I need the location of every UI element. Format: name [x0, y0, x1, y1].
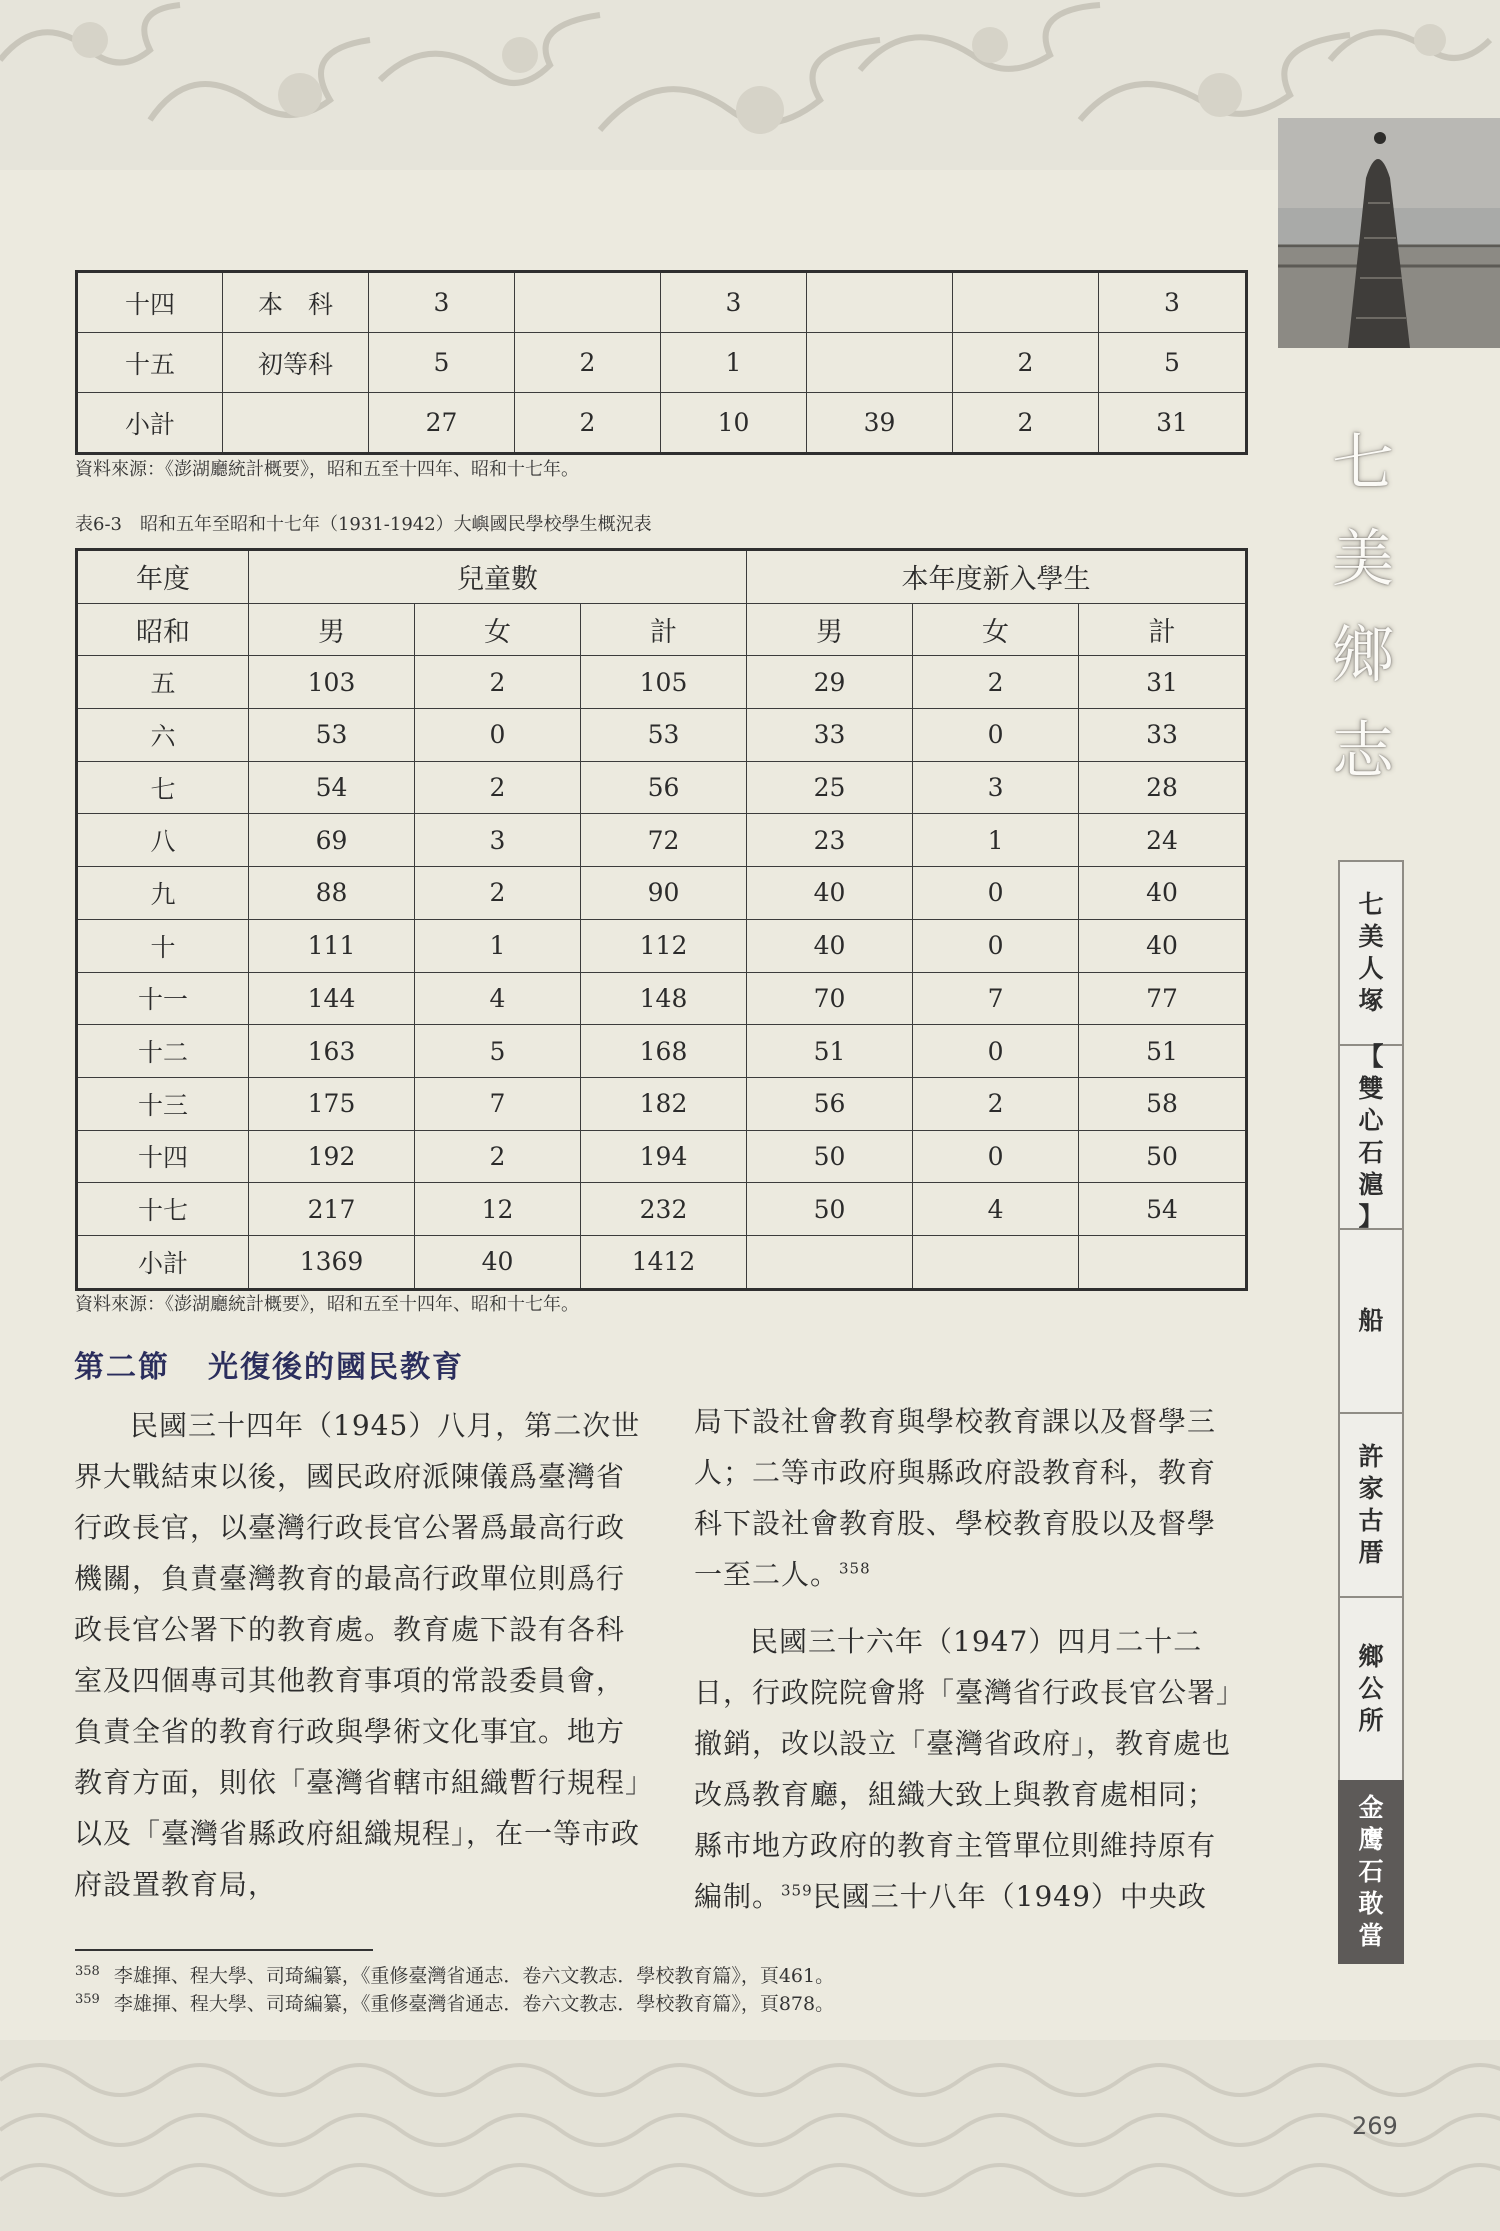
table-cell: 148 [581, 972, 747, 1025]
table-cell: 144 [249, 972, 415, 1025]
table-cell: 77 [1079, 972, 1247, 1025]
table-row [77, 1183, 1247, 1236]
table-cell [807, 333, 953, 393]
table-cell: 2 [515, 333, 661, 393]
table-cell: 24 [1079, 814, 1247, 867]
table-cell: 72 [581, 814, 747, 867]
table-cell: 88 [249, 867, 415, 920]
table-cell: 31 [1099, 393, 1247, 454]
side-title-char: 七 [1331, 426, 1394, 499]
side-title [1318, 415, 1408, 799]
table-body [77, 656, 1247, 1289]
table-cell: 4 [415, 972, 581, 1025]
table-row [77, 867, 1247, 920]
table-cell: 0 [913, 709, 1079, 762]
table-cell: 5 [415, 1025, 581, 1078]
footnote-rule [75, 1949, 373, 1951]
table-cell: 12 [415, 1183, 581, 1236]
tab-char: 美 [1358, 922, 1384, 951]
table-row [77, 1130, 1247, 1183]
table-cell: 小計 [77, 393, 223, 454]
table-cell: 182 [581, 1077, 747, 1130]
table-cell: 1369 [249, 1235, 415, 1289]
table-cell: 2 [913, 656, 1079, 709]
table-cell: 六 [77, 709, 249, 762]
tab-char: 古 [1358, 1506, 1384, 1535]
header-cell: 計 [1079, 603, 1247, 656]
table-cell: 1 [661, 333, 807, 393]
table-cell [1079, 1235, 1247, 1289]
table-cell: 56 [747, 1077, 913, 1130]
wave-pattern-icon [0, 2040, 1500, 2231]
table-cell [807, 272, 953, 333]
table2-source: 資料來源：《澎湖廳統計概要》，昭和五至十四年、昭和十七年。 [75, 1294, 579, 1315]
table-row [77, 393, 1247, 454]
table-cell: 40 [747, 919, 913, 972]
table-cell: 51 [1079, 1025, 1247, 1078]
table-cell: 0 [913, 919, 1079, 972]
table-cell: 163 [249, 1025, 415, 1078]
table2-caption: 表6-3 昭和五年至昭和十七年（1931-1942）大嶼國民學校學生概況表 [75, 514, 652, 535]
table-cell: 175 [249, 1077, 415, 1130]
table-cell: 1 [415, 919, 581, 972]
table-cell: 十 [77, 919, 249, 972]
footnotes [75, 1962, 834, 2018]
side-tab-xu-house[interactable] [1338, 1412, 1404, 1596]
side-tab-qimei-tomb[interactable] [1338, 860, 1404, 1044]
table-cell: 十四 [77, 1130, 249, 1183]
header-cell: 計 [581, 603, 747, 656]
table-cell: 初等科 [223, 333, 369, 393]
table-header-row [77, 603, 1247, 656]
table-cell: 1 [913, 814, 1079, 867]
table-row [77, 333, 1247, 393]
section-title [74, 1342, 464, 1386]
table-cell: 4 [913, 1183, 1079, 1236]
table-cell: 七 [77, 761, 249, 814]
tab-char: 【 [1358, 1042, 1384, 1071]
table-row [77, 972, 1247, 1025]
table1-source: 資料來源：《澎湖廳統計概要》，昭和五至十四年、昭和十七年。 [75, 459, 579, 480]
table-cell: 29 [747, 656, 913, 709]
tab-char: 】 [1358, 1202, 1384, 1231]
table-cell: 40 [747, 867, 913, 920]
table-cell: 28 [1079, 761, 1247, 814]
table-cell: 90 [581, 867, 747, 920]
footnote-ref[interactable]: 359 [781, 1881, 813, 1900]
tab-char: 鹰 [1358, 1825, 1384, 1854]
header-cell: 男 [249, 603, 415, 656]
footnote-ref[interactable]: 358 [839, 1559, 871, 1578]
table-cell: 232 [581, 1183, 747, 1236]
footnote-number: 358 [75, 1963, 100, 1979]
table-cell [747, 1235, 913, 1289]
table-cell: 2 [515, 393, 661, 454]
table-cell: 168 [581, 1025, 747, 1078]
table-cell [913, 1235, 1079, 1289]
table-cell: 39 [807, 393, 953, 454]
table-cell: 70 [747, 972, 913, 1025]
table-cell: 53 [581, 709, 747, 762]
table-cell: 31 [1079, 656, 1247, 709]
table-cell: 27 [369, 393, 515, 454]
table-cell: 九 [77, 867, 249, 920]
table-cell [953, 272, 1099, 333]
table-cell: 50 [747, 1183, 913, 1236]
table-cell: 53 [249, 709, 415, 762]
table-cell: 十四 [77, 272, 223, 333]
side-tab-twin-hearts[interactable] [1338, 1042, 1404, 1231]
side-tabs [1338, 860, 1404, 1964]
table-cell: 十五 [77, 333, 223, 393]
tab-char: 所 [1358, 1706, 1384, 1735]
header-cell: 女 [913, 603, 1079, 656]
table-cell: 217 [249, 1183, 415, 1236]
table-cell: 56 [581, 761, 747, 814]
table-header-row [77, 550, 1247, 604]
header-cell: 女 [415, 603, 581, 656]
tab-char: 雙 [1358, 1074, 1384, 1103]
table-cell: 3 [369, 272, 515, 333]
tab-char: 七 [1358, 890, 1384, 919]
table-cell: 十一 [77, 972, 249, 1025]
table-cell: 3 [913, 761, 1079, 814]
side-tab-boat[interactable] [1338, 1228, 1404, 1412]
paragraph-text: 局下設社會教育與學校教育課以及督學三人；二等市政府與縣政府設教育科，教育科下設社會教育股、學校教育股以及督學一至二人。 [694, 1405, 1217, 1591]
tab-char: 家 [1358, 1474, 1384, 1503]
table-row [77, 272, 1247, 333]
table-cell: 50 [747, 1130, 913, 1183]
tab-char: 敢 [1358, 1889, 1384, 1918]
table-cell: 40 [1079, 919, 1247, 972]
footnote-number: 359 [75, 1991, 100, 2007]
table-cell: 111 [249, 919, 415, 972]
table-cell: 33 [1079, 709, 1247, 762]
table-cell: 2 [953, 393, 1099, 454]
table-row [77, 1235, 1247, 1289]
student-overview-table [75, 548, 1248, 1291]
header-children: 兒童數 [249, 550, 747, 604]
table-cell: 1412 [581, 1235, 747, 1289]
paragraph-text: 民國三十六年（1947）四月二十二日，行政院院會將「臺灣省行政長官公署」撤銷，改以設立「臺灣省政府」，教育處也改爲教育廳，組織大致上與教育處相同；縣市地方政府的教育主管單位則維持原有編制。 [694, 1625, 1232, 1913]
table-cell: 33 [747, 709, 913, 762]
header-new-students: 本年度新入學生 [747, 550, 1247, 604]
table-cell: 0 [415, 709, 581, 762]
footnote-text: 李雄揮、程大學、司琦編纂，《重修臺灣省通志．卷六文教志．學校教育篇》，頁461。 [113, 1965, 835, 1987]
section-heading: 光復後的國民教育 [208, 1350, 464, 1385]
paragraph: 民國三十四年（1945）八月，第二次世界大戰結束以後，國民政府派陳儀爲臺灣省行政長官，以臺灣行政長官公署爲最高行政機關，負責臺灣教育的最高行政單位則爲行政長官公署下的教育處。教育處下設有各科室及四個專司其他教育事項的常設委員會，負責全省的教育行政與學術文化事宜。地方教育方面，則依「臺灣省轄市組織暫行規程」以及「臺灣省縣政府組織規程」，在一等市政府設置教育局， [74, 1409, 641, 1901]
section-number: 第二節 [74, 1350, 170, 1385]
table-cell: 54 [1079, 1183, 1247, 1236]
table-cell: 112 [581, 919, 747, 972]
table-cell [223, 393, 369, 454]
tab-char: 心 [1358, 1106, 1384, 1135]
header-cell: 男 [747, 603, 913, 656]
table-row [77, 709, 1247, 762]
tab-char: 滬 [1358, 1170, 1384, 1199]
table-cell: 2 [913, 1077, 1079, 1130]
tab-char: 鄉 [1358, 1642, 1384, 1671]
table-cell: 2 [953, 333, 1099, 393]
table-cell: 69 [249, 814, 415, 867]
cloud-pattern-icon [0, 0, 1500, 170]
table-cell: 51 [747, 1025, 913, 1078]
table-cell: 十七 [77, 1183, 249, 1236]
side-tab-township-office[interactable] [1338, 1596, 1404, 1780]
table-cell: 5 [369, 333, 515, 393]
table-cell: 58 [1079, 1077, 1247, 1130]
table-cell: 本 科 [223, 272, 369, 333]
table-cell: 十二 [77, 1025, 249, 1078]
table-cell: 2 [415, 761, 581, 814]
table-cell: 3 [661, 272, 807, 333]
body-column-right [694, 1396, 1244, 1922]
table-cell: 5 [1099, 333, 1247, 393]
header-year: 年度 [77, 550, 249, 604]
table-cell: 小計 [77, 1235, 249, 1289]
table-cell: 八 [77, 814, 249, 867]
table-cell: 五 [77, 656, 249, 709]
footnote [75, 1990, 834, 2018]
table-cell: 7 [913, 972, 1079, 1025]
tab-char: 厝 [1358, 1538, 1384, 1567]
continued-table [75, 270, 1248, 455]
table-cell: 194 [581, 1130, 747, 1183]
paragraph-text: 民國三十八年（1949）中央政 [812, 1880, 1207, 1913]
table-cell: 0 [913, 867, 1079, 920]
stone-tower-photo [1278, 118, 1500, 348]
table-row [77, 761, 1247, 814]
table-cell: 40 [415, 1235, 581, 1289]
page-number: 269 [1352, 2112, 1398, 2140]
tab-char: 公 [1358, 1674, 1384, 1703]
table-cell: 23 [747, 814, 913, 867]
footnote [75, 1962, 834, 1990]
table-cell: 7 [415, 1077, 581, 1130]
table-row [77, 919, 1247, 972]
table-cell: 2 [415, 656, 581, 709]
tab-char: 當 [1358, 1921, 1384, 1950]
table-cell: 54 [249, 761, 415, 814]
table-cell: 0 [913, 1130, 1079, 1183]
footnote-text: 李雄揮、程大學、司琦編纂，《重修臺灣省通志．卷六文教志．學校教育篇》，頁878。 [113, 1993, 835, 2015]
table-cell: 105 [581, 656, 747, 709]
table-cell: 0 [913, 1025, 1079, 1078]
table-row [77, 814, 1247, 867]
table-cell: 3 [415, 814, 581, 867]
paragraph [694, 1396, 1244, 1600]
tab-char: 塚 [1358, 986, 1384, 1015]
table-cell: 40 [1079, 867, 1247, 920]
table-cell: 192 [249, 1130, 415, 1183]
tab-char: 金 [1358, 1793, 1384, 1822]
header-cell: 昭和 [77, 603, 249, 656]
tab-char: 石 [1358, 1857, 1384, 1886]
table-cell: 十三 [77, 1077, 249, 1130]
side-tab-eagle-stone[interactable] [1338, 1780, 1404, 1964]
tab-char: 人 [1358, 954, 1384, 983]
table-row [77, 656, 1247, 709]
tab-char: 許 [1358, 1442, 1384, 1471]
table-cell: 50 [1079, 1130, 1247, 1183]
body-column-left [74, 1400, 644, 1910]
table-cell: 2 [415, 1130, 581, 1183]
table-cell: 25 [747, 761, 913, 814]
table-cell: 2 [415, 867, 581, 920]
table-cell: 3 [1099, 272, 1247, 333]
side-title-char: 鄉 [1331, 618, 1394, 691]
side-title-char: 美 [1331, 522, 1394, 595]
paragraph [694, 1616, 1244, 1922]
table-cell: 103 [249, 656, 415, 709]
table-cell [515, 272, 661, 333]
table-row [77, 1025, 1247, 1078]
side-title-char: 志 [1331, 714, 1394, 787]
table-row [77, 1077, 1247, 1130]
table-cell: 10 [661, 393, 807, 454]
tab-char: 船 [1358, 1306, 1384, 1335]
tab-char: 石 [1358, 1138, 1384, 1167]
